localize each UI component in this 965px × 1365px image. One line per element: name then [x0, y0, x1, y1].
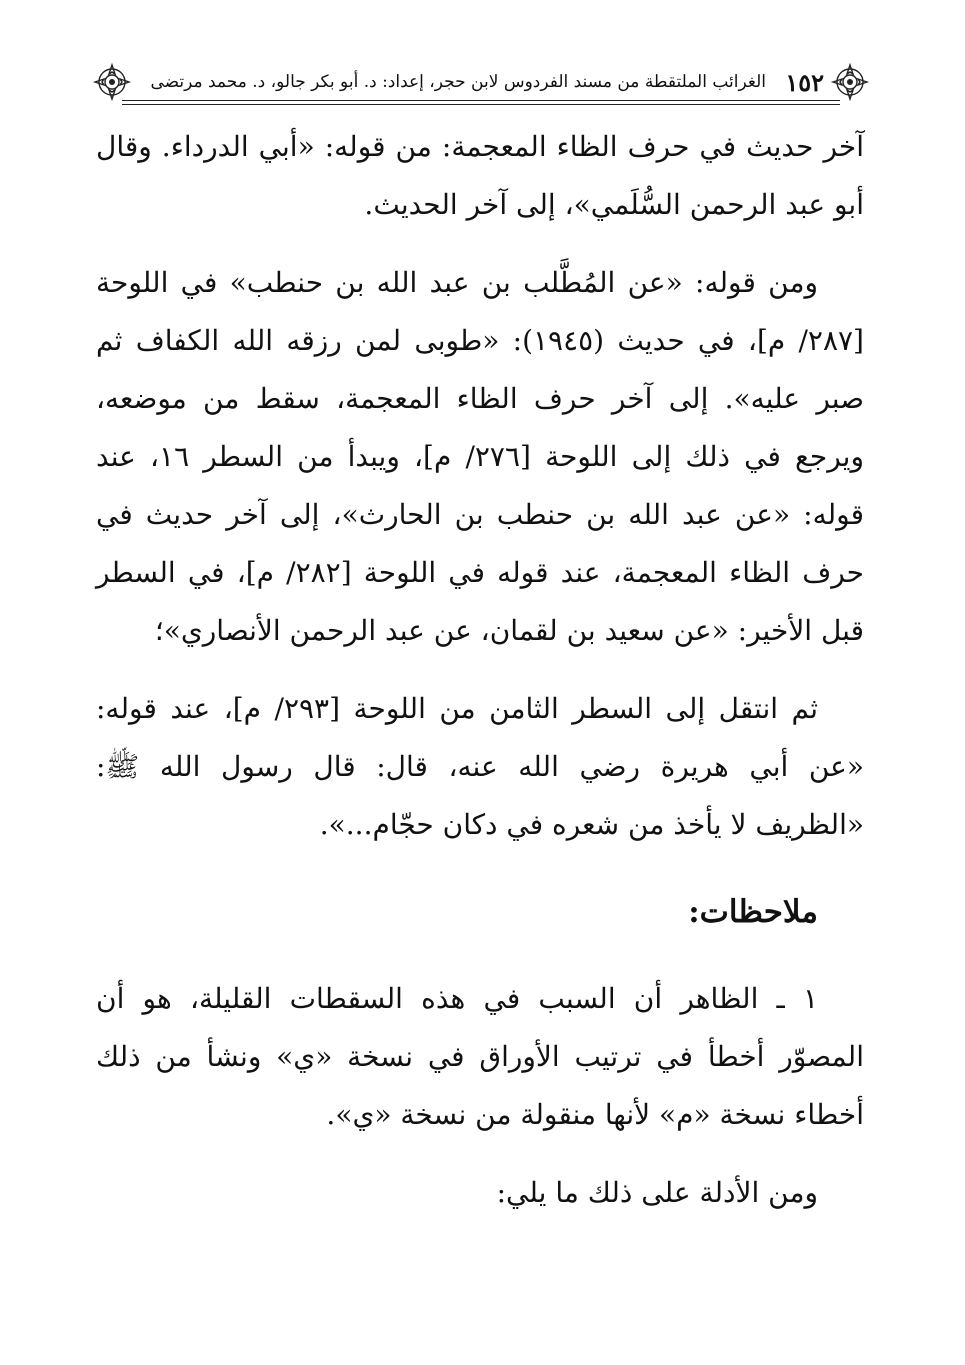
header-rule	[122, 104, 840, 105]
paragraph: آخر حديث في حرف الظاء المعجمة: من قوله: «أبي الدرداء. وقال أبو عبد الرحمن السُّلَمي»، إلى آخر الحديث.	[96, 130, 864, 221]
paragraph: ١ ـ الظاهر أن السبب في هذه السقطات القليلة، هو أن المصوّر أخطأ في ترتيب الأوراق في نسخة «ي» ونشأ من ذلك أخطاء نسخة «م» لأنها منقولة من نسخة «ي».	[96, 982, 864, 1131]
running-title: الغرائب الملتقطة من مسند الفردوس لابن حجر، إعداد: د. أبو بكر جالو، د. محمد مرتضى	[150, 72, 766, 92]
ornament-icon	[830, 62, 870, 102]
running-header	[92, 62, 870, 106]
body-text	[96, 118, 864, 1222]
paragraph: ومن قوله: «عن المُطَّلب بن عبد الله بن حنطب» في اللوحة [٢٨٧/ م]، في حديث (١٩٤٥): «طوبى لمن رزقه الله الكفاف ثم صبر عليه». إلى آخر حرف الظاء المعجمة، سقط من موضعه، ويرجع في ذلك إلى اللوحة [٢٧٦/ م]، ويبدأ من السطر ١٦، عند قوله: «عن عبد الله بن حنطب بن الحارث»، إلى آخر حديث في حرف الظاء المعجمة، عند قوله في اللوحة [٢٨٢/ م]، في السطر قبل الأخير: «عن سعيد بن لقمان، عن عبد الرحمن الأنصاري»؛	[96, 266, 864, 647]
section-heading: ملاحظات:	[688, 894, 818, 930]
paragraph: ومن الأدلة على ذلك ما يلي:	[496, 1176, 818, 1209]
header-rule	[122, 100, 840, 101]
ornament-icon	[92, 62, 132, 102]
page-number: ١٥٢	[785, 68, 824, 97]
paragraph: ثم انتقل إلى السطر الثامن من اللوحة [٢٩٣/ م]، عند قوله: «عن أبي هريرة رضي الله عنه، قال: قال رسول الله ﷺ: «الظريف لا يأخذ من شعره في دكان حجّام...».	[96, 692, 864, 841]
